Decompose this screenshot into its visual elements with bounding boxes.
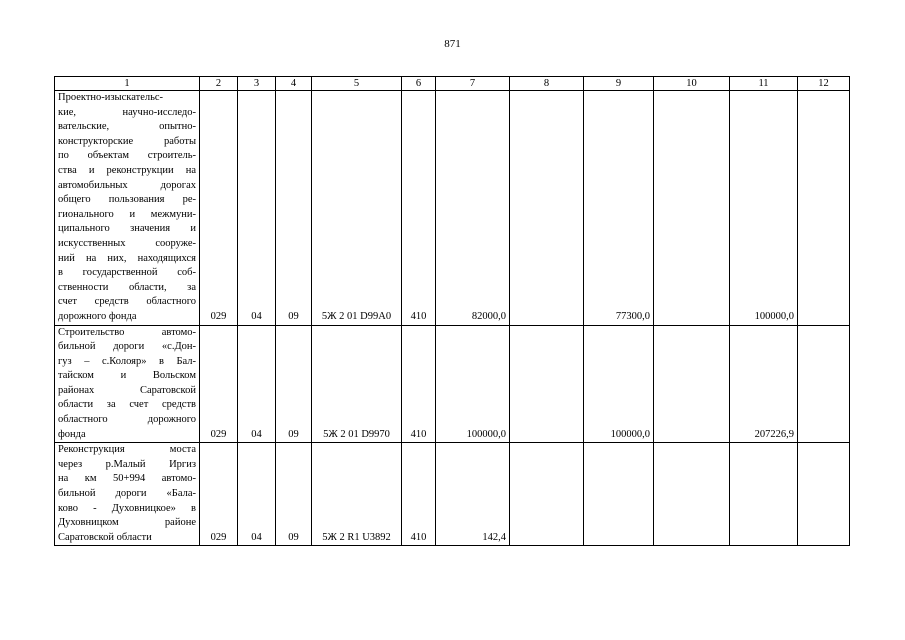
description-line: бильной дороги «с.Дон- bbox=[58, 341, 196, 353]
cell-code: 029 bbox=[200, 443, 238, 546]
description-line: Строительство автомо- bbox=[58, 326, 196, 338]
cell-section: 04 bbox=[238, 443, 276, 546]
cell-value bbox=[798, 91, 850, 326]
cell-expense-type: 410 bbox=[402, 325, 436, 443]
description-line: искусственных сооруже- bbox=[58, 237, 196, 249]
page-number: 871 bbox=[444, 38, 461, 50]
cell-section: 04 bbox=[238, 325, 276, 443]
cell-subsection: 09 bbox=[276, 443, 312, 546]
column-header: 1 bbox=[55, 77, 200, 91]
description-line: Проектно-изыскательс- bbox=[58, 92, 164, 103]
description-line: на км 50+994 автомо- bbox=[58, 473, 196, 485]
cell-value bbox=[510, 91, 584, 326]
cell-target-article: 5Ж 2 R1 U3892 bbox=[312, 443, 402, 546]
description-line: вательские, опытно- bbox=[58, 121, 196, 133]
table-row bbox=[55, 443, 850, 546]
description-line: Духовницком районе bbox=[58, 517, 196, 529]
row-description bbox=[55, 91, 200, 326]
description-line: ний на них, находящихся bbox=[58, 252, 196, 264]
description-line: ково - Духовницкое» в bbox=[58, 502, 196, 514]
row-description bbox=[55, 443, 200, 546]
cell-subsection: 09 bbox=[276, 325, 312, 443]
description-line: в государственной соб- bbox=[58, 267, 196, 279]
column-header: 11 bbox=[730, 77, 798, 91]
description-line: ципального значения и bbox=[58, 223, 196, 235]
column-header: 5 bbox=[312, 77, 402, 91]
cell-value: 142,4 bbox=[436, 443, 510, 546]
description-line: счет средств областного bbox=[58, 296, 196, 308]
table-row bbox=[55, 325, 850, 443]
column-header: 3 bbox=[238, 77, 276, 91]
cell-value: 100000,0 bbox=[730, 91, 798, 326]
description-line: по объектам строитель- bbox=[58, 150, 196, 162]
description-line: бильной дороги «Бала- bbox=[58, 488, 196, 500]
cell-code: 029 bbox=[200, 91, 238, 326]
cell-target-article: 5Ж 2 01 D9970 bbox=[312, 325, 402, 443]
column-header: 7 bbox=[436, 77, 510, 91]
description-line: тайском и Вольском bbox=[58, 370, 196, 382]
cell-value bbox=[730, 443, 798, 546]
cell-subsection: 09 bbox=[276, 91, 312, 326]
description-line: областного дорожного bbox=[58, 414, 196, 426]
description-line: гуз – с.Колояр» в Бал- bbox=[58, 355, 196, 367]
description-line: гионального и межмуни- bbox=[58, 208, 196, 220]
column-header: 4 bbox=[276, 77, 312, 91]
description-line: автомобильных дорогах bbox=[58, 179, 196, 191]
column-header: 6 bbox=[402, 77, 436, 91]
cell-value: 77300,0 bbox=[584, 91, 654, 326]
description-line: общего пользования ре- bbox=[58, 194, 196, 206]
description-line: через р.Малый Иргиз bbox=[58, 458, 196, 470]
description-line: дорожного фонда bbox=[58, 310, 137, 322]
description-line: области за счет средств bbox=[58, 399, 196, 411]
column-header: 9 bbox=[584, 77, 654, 91]
cell-value bbox=[654, 325, 730, 443]
cell-value: 82000,0 bbox=[436, 91, 510, 326]
cell-value: 100000,0 bbox=[436, 325, 510, 443]
cell-value bbox=[654, 443, 730, 546]
cell-value bbox=[510, 443, 584, 546]
cell-expense-type: 410 bbox=[402, 443, 436, 546]
cell-target-article: 5Ж 2 01 D99A0 bbox=[312, 91, 402, 326]
cell-value: 100000,0 bbox=[584, 325, 654, 443]
cell-expense-type: 410 bbox=[402, 91, 436, 326]
description-line: Саратовской области bbox=[58, 531, 152, 543]
budget-table bbox=[54, 76, 850, 546]
column-header: 12 bbox=[798, 77, 850, 91]
description-line: Реконструкция моста bbox=[58, 444, 196, 456]
cell-value bbox=[510, 325, 584, 443]
description-line: районах Саратовской bbox=[58, 384, 196, 396]
description-line: ства и реконструкции на bbox=[58, 164, 196, 176]
column-header: 8 bbox=[510, 77, 584, 91]
header-row bbox=[55, 77, 850, 91]
description-line: кие, научно-исследо- bbox=[58, 106, 196, 118]
cell-value bbox=[798, 325, 850, 443]
cell-value bbox=[584, 443, 654, 546]
cell-value: 207226,9 bbox=[730, 325, 798, 443]
table-row bbox=[55, 91, 850, 326]
cell-code: 029 bbox=[200, 325, 238, 443]
column-header: 10 bbox=[654, 77, 730, 91]
cell-value bbox=[798, 443, 850, 546]
description-line: ственности области, за bbox=[58, 281, 196, 293]
row-description bbox=[55, 325, 200, 443]
description-line: фонда bbox=[58, 428, 86, 440]
description-line: конструкторские работы bbox=[58, 135, 196, 147]
column-header: 2 bbox=[200, 77, 238, 91]
cell-section: 04 bbox=[238, 91, 276, 326]
cell-value bbox=[654, 91, 730, 326]
